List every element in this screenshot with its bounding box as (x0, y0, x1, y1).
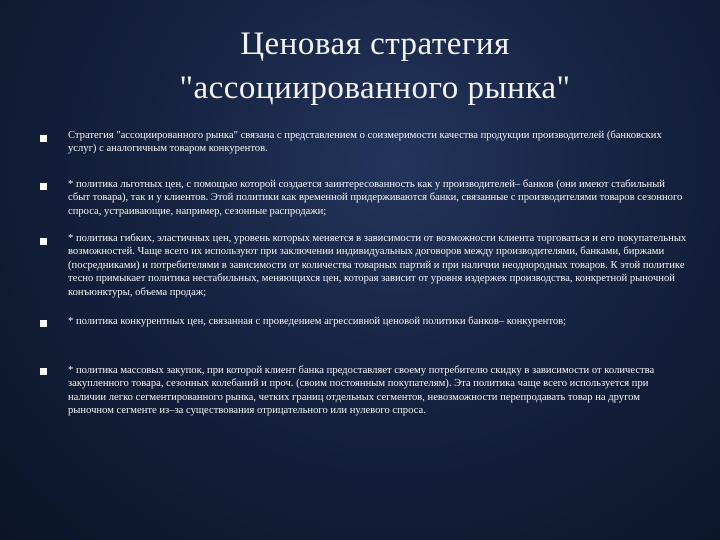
bullet-text-2: * политика льготных цен, с помощью которой создается заинтересованность как у производителей– банков (они имеют стабильный сбыт товара), так и у клиентов. Этой политики как временной придерживаются банки, связанные с производителями товаров сезонного спроса, устраивающие, например, сезонные распродажи; (68, 179, 683, 217)
square-bullet-icon (40, 238, 47, 245)
bullet-text-4: * политика конкурентных цен, связанная с проведением агрессивной ценовой политики банков– конкурентов; (68, 316, 567, 327)
bullet-text-5: * политика массовых закупок, при которой клиент банка предоставляет своему потребителю скидку в зависимости от количества закупленного товара, сезонных колебаний и проч. (своим постоянным покупателям). Эта политика чаще всего используется при наличии легко сегментированного рынка, четких границ отдельных сегментов, невозможности перепродавать товар на другом рыночном сегменте из–за существования отрицательного или нулевого спроса. (68, 365, 655, 417)
slide-title (40, 22, 710, 110)
title-line-2: "ассоциированного рынка" (179, 70, 571, 106)
square-bullet-icon (40, 368, 47, 375)
bullet-text-1: Стратегия "ассоциированного рынка" связана с представлением о соизмеримости качества продукции производителей (банковских услуг) с аналогичным товаром конкурентов. (68, 130, 662, 155)
title-line-1: Ценовая стратегия (240, 26, 510, 62)
square-bullet-icon (40, 135, 47, 142)
bullet-text-3: * политика гибких, эластичных цен, уровень которых меняется в зависимости от возможности клиента торговаться и его покупательных возможностей. Чаще всего их используют при заключении индивидуальных договоров между производителями, банками, биржами (посредниками) и потребителями в зависимости от количества товарных партий и при наличии неоднородных товаров. К этой политике тесно примыкает политика нестабильных, меняющихся цен, которая зависит от уровня издержек производства, конкретной рыночной конъюнктуры, объема продаж; (68, 233, 687, 298)
square-bullet-icon (40, 320, 47, 327)
square-bullet-icon (40, 183, 47, 190)
